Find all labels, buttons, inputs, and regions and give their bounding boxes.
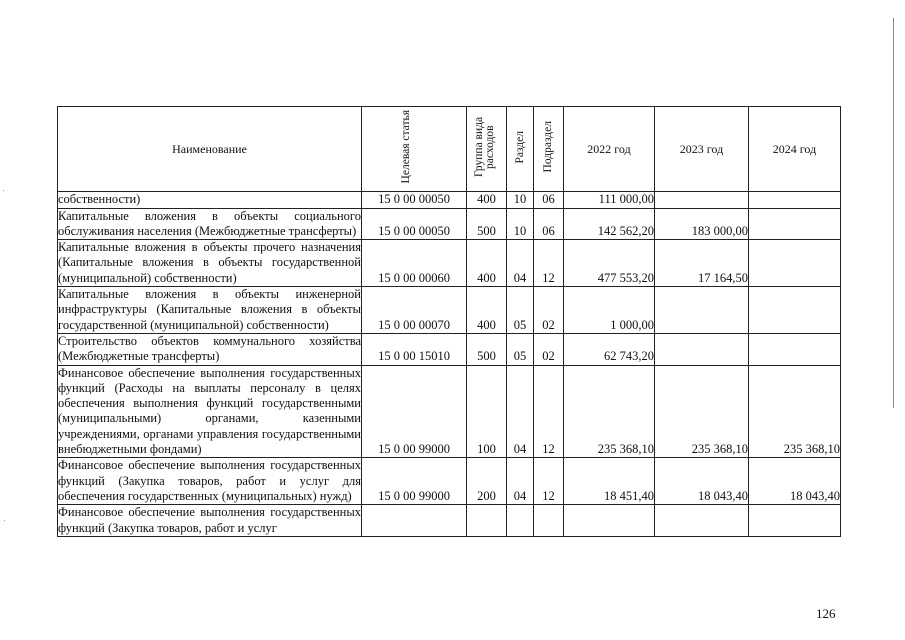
header-year-2023: 2023 год [655,107,749,192]
row-2024-value [749,505,841,537]
row-2023-value [655,333,749,365]
row-subsection-cell: 12 [534,240,564,287]
row-2022-value [564,505,655,537]
table-row [58,505,841,537]
header-expense-group [467,107,507,192]
row-name-cell: Капитальные вложения в объекты прочего назначения (Капитальные вложения в объекты государственной (муниципальной) собственности) [58,240,361,285]
row-2023-value: 235 368,10 [655,365,749,458]
row-target-article-cell: 15 0 00 15010 [362,333,467,365]
row-target-article-cell: 15 0 00 99000 [362,458,467,505]
row-subsection-cell: 12 [534,458,564,505]
row-section-cell: 05 [507,287,534,334]
row-2022-value: 235 368,10 [564,365,655,458]
row-name-cell: Финансовое обеспечение выполнения государственных функций (Закупка товаров, работ и услуг для обеспечения государственных (муниципальных) нужд) [58,458,361,503]
row-subsection-cell: 02 [534,333,564,365]
header-year-2022: 2022 год [564,107,655,192]
header-target-article-label: Целевая статья [400,110,412,184]
row-2022-value: 142 562,20 [564,208,655,240]
row-expense-group-cell: 200 [467,458,507,505]
table-row [58,208,841,240]
row-name-cell: Финансовое обеспечение выполнения государственных функций (Расходы на выплаты персоналу в целях обеспечения выполнения функций государственными (муниципальными) органами, казенными учреждениями, органами управления государственными внебюджетными фондами) [58,365,361,457]
row-expense-group-cell: 500 [467,333,507,365]
row-2024-value: 18 043,40 [749,458,841,505]
row-subsection-cell: 06 [534,192,564,208]
table-header-row [58,107,841,192]
row-2024-value [749,208,841,240]
row-target-article-cell: 15 0 00 00050 [362,192,467,208]
row-expense-group-cell: 100 [467,365,507,458]
table-row [58,365,841,458]
page-number: 126 [816,606,836,621]
row-section-cell: 04 [507,458,534,505]
row-expense-group-cell [467,505,507,537]
row-section-cell: 10 [507,192,534,208]
table-row [58,333,841,365]
row-target-article-cell: 15 0 00 00050 [362,208,467,240]
table-row [58,192,841,208]
header-target-article [362,107,467,192]
row-2022-value: 62 743,20 [564,333,655,365]
row-expense-group-cell: 400 [467,287,507,334]
row-2024-value [749,333,841,365]
row-subsection-cell [534,505,564,537]
header-section [507,107,534,192]
row-subsection-cell: 12 [534,365,564,458]
row-2022-value: 111 000,00 [564,192,655,208]
table-row [58,287,841,334]
table-row [58,240,841,287]
row-2023-value: 17 164,50 [655,240,749,287]
row-subsection-cell: 06 [534,208,564,240]
row-name-cell: Капитальные вложения в объекты социального обслуживания населения (Межбюджетные трансферты) [58,208,361,238]
table-body [58,192,841,537]
header-section-label: Раздел [513,130,526,164]
scan-speck [4,520,5,521]
row-2022-value: 1 000,00 [564,287,655,334]
row-target-article-cell: 15 0 00 00070 [362,287,467,334]
row-2022-value: 18 451,40 [564,458,655,505]
row-2023-value: 18 043,40 [655,458,749,505]
header-subsection-label: Подраздел [542,121,554,173]
row-2023-value: 183 000,00 [655,208,749,240]
row-2023-value [655,505,749,537]
row-target-article-cell: 15 0 00 00060 [362,240,467,287]
table-row [58,458,841,505]
header-expense-group-label: Группа вида расходов [472,116,496,178]
row-section-cell: 04 [507,365,534,458]
budget-table [57,106,841,537]
row-subsection-cell: 02 [534,287,564,334]
header-subsection [534,107,564,192]
row-name-cell: Финансовое обеспечение выполнения государственных функций (Закупка товаров, работ и услуг [58,505,361,535]
row-expense-group-cell: 400 [467,240,507,287]
row-target-article-cell: 15 0 00 99000 [362,365,467,458]
scan-speck [3,190,4,191]
row-section-cell: 05 [507,333,534,365]
row-section-cell [507,505,534,537]
row-2022-value: 477 553,20 [564,240,655,287]
row-expense-group-cell: 500 [467,208,507,240]
row-target-article-cell [362,505,467,537]
page-edge-line [893,18,894,408]
row-section-cell: 04 [507,240,534,287]
row-2023-value [655,287,749,334]
row-2024-value [749,192,841,208]
row-2024-value [749,287,841,334]
row-2024-value [749,240,841,287]
row-name-cell: Капитальные вложения в объекты инженерной инфраструктуры (Капитальные вложения в объекты государственной (муниципальной) собственности) [58,287,361,332]
header-year-2024: 2024 год [749,107,841,192]
row-section-cell: 10 [507,208,534,240]
row-expense-group-cell: 400 [467,192,507,208]
header-name: Наименование [58,107,362,192]
row-name-cell: Строительство объектов коммунального хозяйства (Межбюджетные трансферты) [58,333,361,364]
row-2023-value [655,192,749,208]
row-2024-value: 235 368,10 [749,365,841,458]
row-name-cell: собственности) [58,192,362,208]
